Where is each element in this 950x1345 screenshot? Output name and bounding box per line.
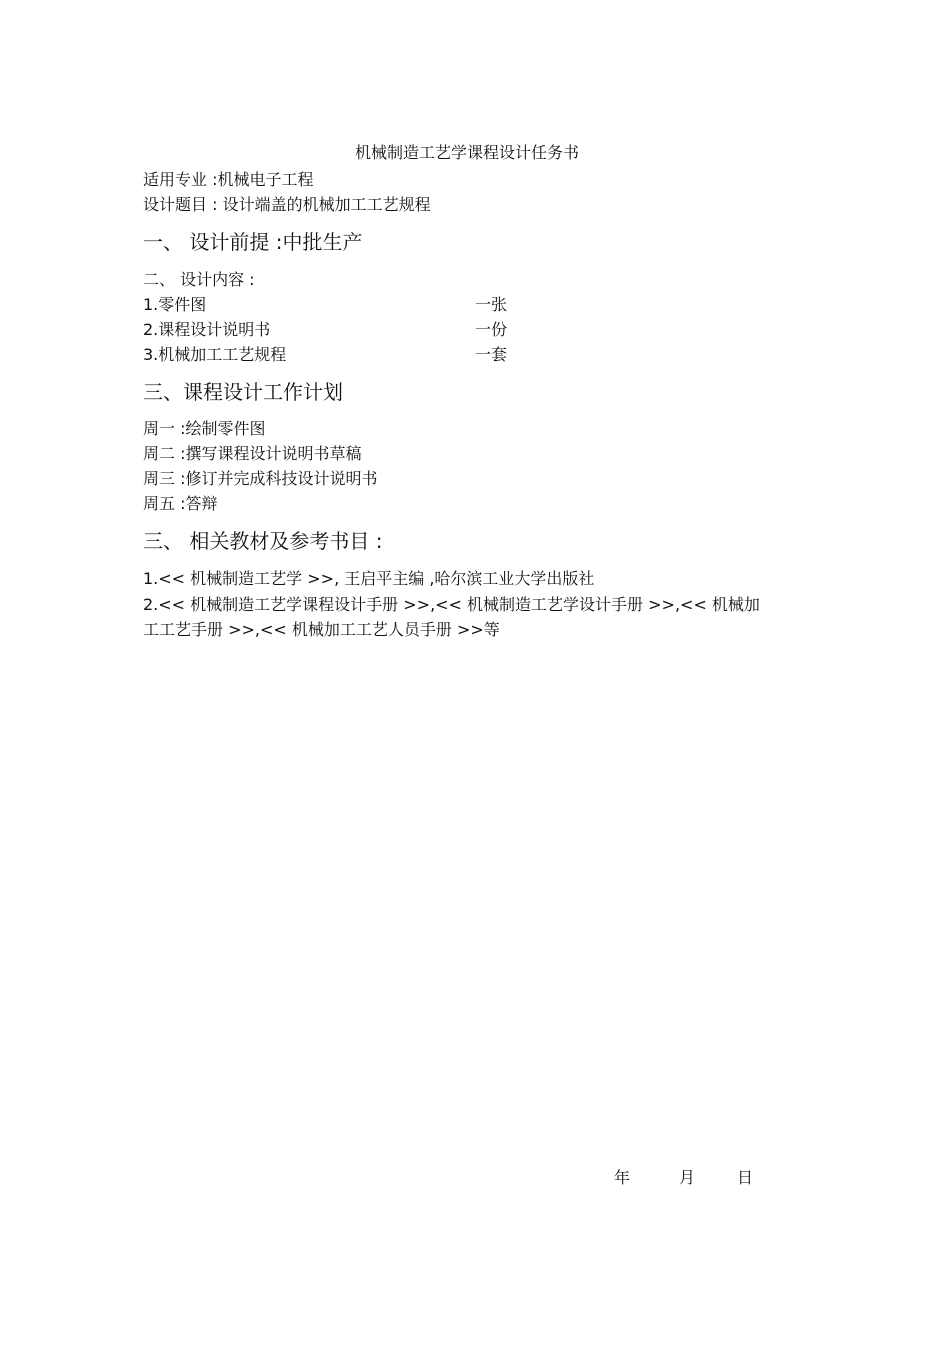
section-heading-content: 二、 设计内容 : xyxy=(143,270,255,289)
reference-line: 1.<< 机械制造工艺学 >>, 王启平主编 ,哈尔滨工业大学出版社 xyxy=(143,569,595,588)
content-item-qty: 一份 xyxy=(475,320,508,339)
major-line: 适用专业 :机械电子工程 xyxy=(143,170,314,189)
content-item-name: 3.机械加工工艺规程 xyxy=(143,345,287,364)
schedule-item: 周一 :绘制零件图 xyxy=(143,419,266,438)
content-item-name: 2.课程设计说明书 xyxy=(143,320,271,339)
topic-line: 设计题目 : 设计端盖的机械加工工艺规程 xyxy=(143,195,431,214)
date-year: 年 xyxy=(614,1168,631,1187)
schedule-item: 周五 :答辩 xyxy=(143,494,218,513)
schedule-item: 周三 :修订并完成科技设计说明书 xyxy=(143,469,378,488)
content-item-qty: 一张 xyxy=(475,295,508,314)
reference-line: 2.<< 机械制造工艺学课程设计手册 >>,<< 机械制造工艺学设计手册 >>,<< 机械加 xyxy=(143,595,760,614)
section-heading-references: 三、 相关教材及参考书目 : xyxy=(143,529,383,553)
section-heading-premise: 一、 设计前提 :中批生产 xyxy=(143,230,363,254)
date-line xyxy=(614,1168,753,1188)
date-day: 日 xyxy=(737,1168,754,1187)
date-month: 月 xyxy=(679,1168,696,1187)
content-item-qty: 一套 xyxy=(475,345,508,364)
content-item-name: 1.零件图 xyxy=(143,295,207,314)
reference-line: 工工艺手册 >>,<< 机械加工工艺人员手册 >>等 xyxy=(143,620,500,639)
document-title: 机械制造工艺学课程设计任务书 xyxy=(354,143,579,162)
section-heading-schedule: 三、课程设计工作计划 xyxy=(143,380,343,404)
schedule-item: 周二 :撰写课程设计说明书草稿 xyxy=(143,444,362,463)
